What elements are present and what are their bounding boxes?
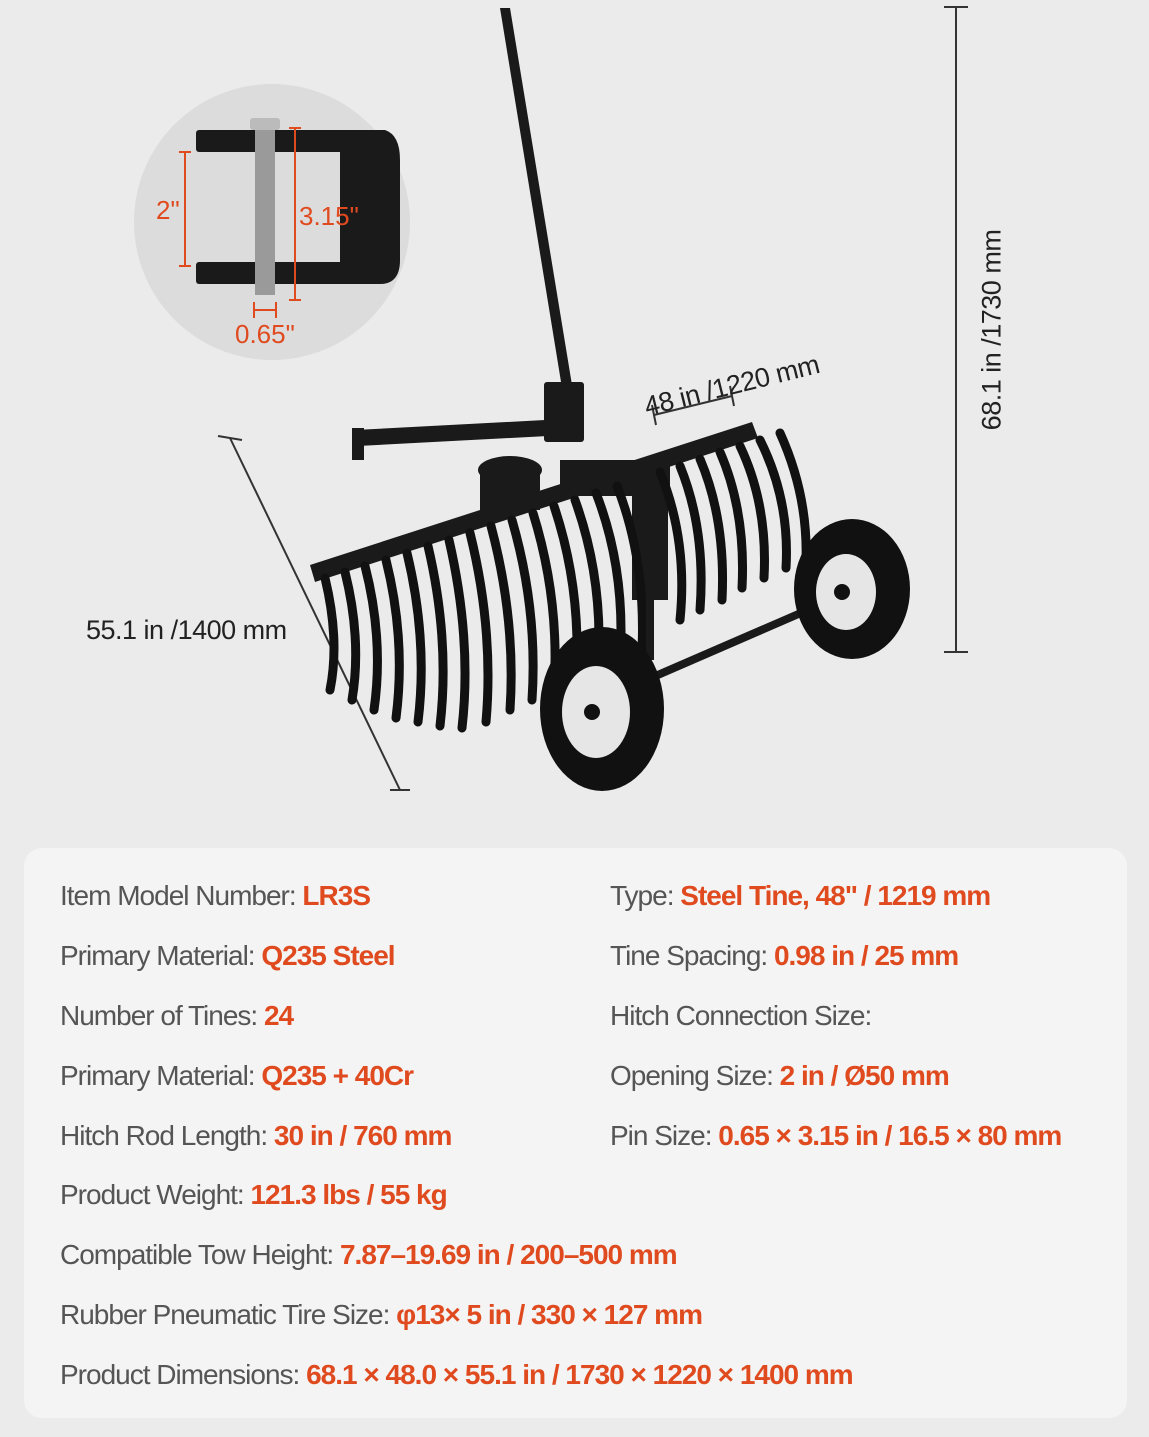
tow-handle <box>500 8 584 442</box>
spec-row <box>60 1179 447 1211</box>
spec-value: 121.3 lbs / 55 kg <box>250 1179 447 1210</box>
spec-label: Opening Size: <box>610 1060 780 1091</box>
spec-label: Item Model Number: <box>60 880 303 911</box>
spec-row <box>60 880 370 912</box>
height-dimension-line <box>944 7 968 652</box>
spec-row <box>60 1120 451 1152</box>
spec-value: 2 in / Ø50 mm <box>779 1060 949 1091</box>
spec-row <box>60 1299 702 1331</box>
pin-diameter-label: 0.65" <box>235 319 295 349</box>
spec-value: Q235 Steel <box>261 940 395 971</box>
spec-value: Q235 + 40Cr <box>261 1060 414 1091</box>
spec-value: 30 in / 760 mm <box>273 1120 452 1151</box>
spec-value: 7.87–19.69 in / 200–500 mm <box>339 1239 677 1270</box>
spec-label: Rubber Pneumatic Tire Size: <box>60 1299 397 1330</box>
spec-label: Product Weight: <box>60 1179 251 1210</box>
spec-row <box>60 1060 413 1092</box>
height-dimension-label: 68.1 in /1730 mm <box>976 229 1007 431</box>
spec-value: φ13× 5 in / 330 × 127 mm <box>396 1299 702 1330</box>
spec-value: Steel Tine, 48" / 1219 mm <box>680 880 991 911</box>
spec-label: Hitch Connection Size: <box>610 1000 872 1031</box>
width-dimension-label: 48 in /1220 mm <box>641 349 823 422</box>
hitch-arm <box>352 420 548 510</box>
spec-label: Number of Tines: <box>60 1000 264 1031</box>
spec-value: 68.1 × 48.0 × 55.1 in / 1730 × 1220 × 1400 mm <box>306 1359 853 1390</box>
spec-value: 0.65 × 3.15 in / 16.5 × 80 mm <box>718 1120 1062 1151</box>
spec-label: Primary Material: <box>60 1060 262 1091</box>
spec-label: Primary Material: <box>60 940 262 971</box>
spec-row <box>610 1000 871 1032</box>
spec-label: Hitch Rod Length: <box>60 1120 274 1151</box>
spec-row <box>60 940 395 972</box>
spec-row <box>610 1060 949 1092</box>
spec-row <box>610 1120 1061 1152</box>
spec-label: Type: <box>610 880 681 911</box>
spec-row <box>60 1239 677 1271</box>
spec-row <box>60 1359 853 1391</box>
spec-row <box>60 1000 293 1032</box>
depth-dimension-line <box>218 436 410 790</box>
spec-row <box>610 940 958 972</box>
spec-value: LR3S <box>302 880 370 911</box>
spec-value: 0.98 in / 25 mm <box>773 940 959 971</box>
spec-value: 24 <box>263 1000 294 1031</box>
pin-length-label: 3.15" <box>299 201 359 231</box>
specifications-panel <box>24 848 1127 1418</box>
wheel-front <box>540 627 664 791</box>
spec-label: Tine Spacing: <box>610 940 774 971</box>
depth-dimension-label: 55.1 in /1400 mm <box>86 615 287 645</box>
spec-row <box>610 880 990 912</box>
spec-label: Product Dimensions: <box>60 1359 307 1390</box>
spec-label: Compatible Tow Height: <box>60 1239 340 1270</box>
opening-size-label: 2" <box>156 195 180 225</box>
spec-label: Pin Size: <box>610 1120 719 1151</box>
wheel-rear <box>794 519 910 659</box>
